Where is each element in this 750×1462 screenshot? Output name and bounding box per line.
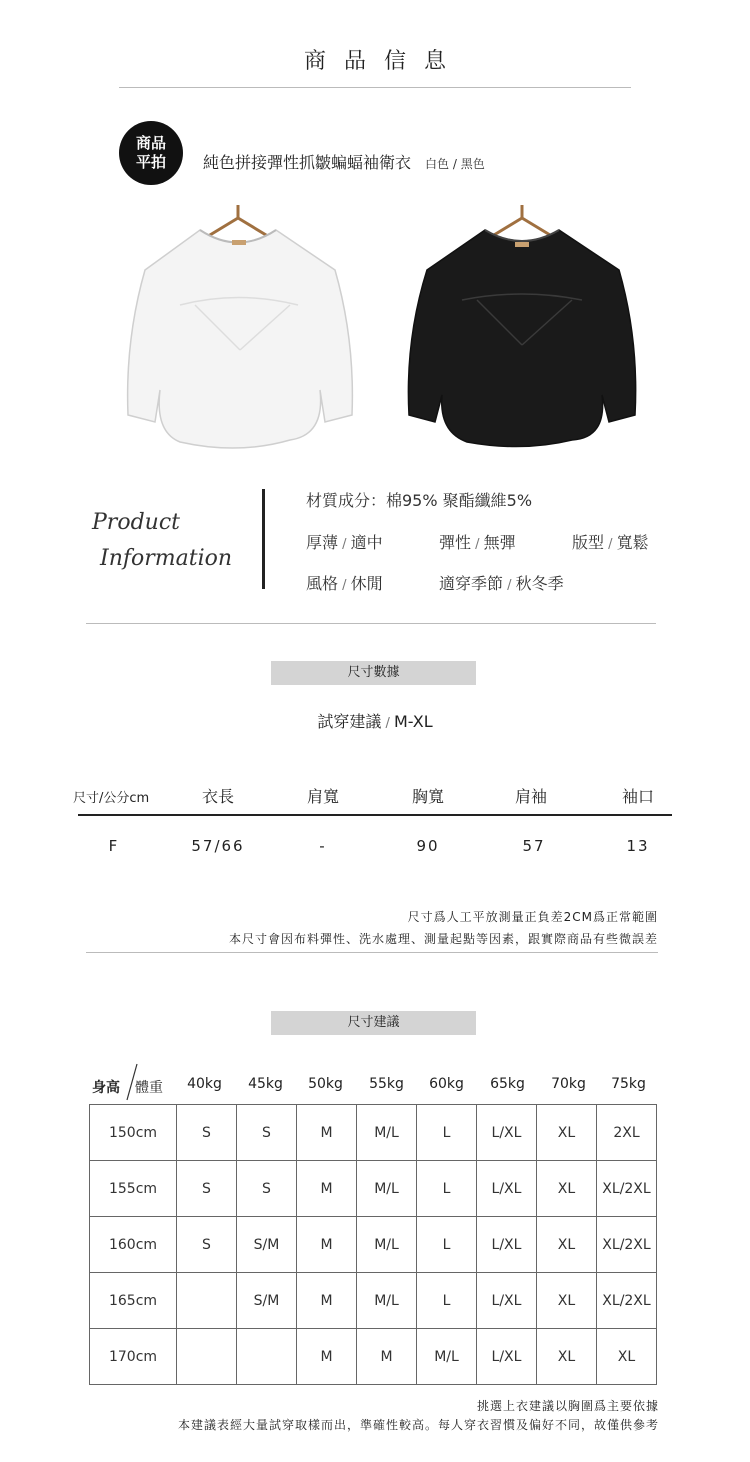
table-cell: XL/2XL [597,1217,657,1273]
divider [86,952,658,953]
style-label: 風格 [306,574,339,593]
table-cell: XL [537,1217,597,1273]
height-cell: 160cm [90,1217,177,1273]
size-col-header-unit: 尺寸/公分cm [73,791,150,806]
product-colors: 白色 / 黑色 [425,157,485,171]
table-cell: L/XL [477,1161,537,1217]
table-cell [237,1329,297,1385]
table-cell: M [357,1329,417,1385]
size-cell: 57 [522,837,546,855]
size-cell: - [319,837,327,855]
advice-note-1: 挑選上衣建議以胸圍爲主要依據 [476,1399,659,1413]
style-value: 休閒 [350,574,383,593]
table-cell: XL/2XL [597,1161,657,1217]
table-cell: S [237,1105,297,1161]
weight-header: 45kg [248,1076,283,1092]
corner-height: 身高 [92,1080,120,1096]
weight-header: 75kg [611,1076,646,1092]
suggest-label: 試穿建議 [317,712,382,731]
product-information-script [92,505,232,577]
table-cell: S/M [237,1273,297,1329]
try-on-suggestion: 試穿建議 / M-XL [317,712,433,731]
season-value: 秋冬季 [515,574,564,593]
script-line1: Product [92,510,180,535]
table-cell: XL [537,1105,597,1161]
season-label: 適穿季節 [439,574,504,593]
thickness-attr: 厚薄 / 適中 [306,533,383,552]
size-cell: 90 [416,837,440,855]
product-name: 純色拼接彈性抓皺蝙蝠袖衛衣 [203,153,412,172]
size-col-header: 肩袖 [514,787,547,806]
table-cell: L [417,1105,477,1161]
weight-header: 60kg [429,1076,464,1092]
table-cell [177,1273,237,1329]
height-cell: 165cm [90,1273,177,1329]
table-cell: M/L [417,1329,477,1385]
corner-weight: 體重 [135,1080,163,1096]
table-cell: M/L [357,1273,417,1329]
table-cell: 2XL [597,1105,657,1161]
divider [86,623,656,624]
product-name-row [203,150,485,173]
script-line2: Information [100,546,233,571]
divider [119,87,631,88]
table-cell: S [177,1105,237,1161]
table-cell: L/XL [477,1105,537,1161]
table-cell: L/XL [477,1273,537,1329]
section-title: 商品信息 [303,49,464,74]
table-cell: M/L [357,1161,417,1217]
elastic-label: 彈性 [439,533,472,552]
size-note-2: 本尺寸會因布料彈性、洗水處理、測量起點等因素，跟實際商品有些微誤差 [228,932,658,946]
table-cell: S/M [237,1217,297,1273]
season-attr: 適穿季節 / 秋冬季 [439,574,564,593]
table-cell: L [417,1273,477,1329]
table-cell: L/XL [477,1217,537,1273]
table-cell: M [297,1273,357,1329]
style-attr: 風格 / 休閒 [306,574,383,593]
height-cell: 155cm [90,1161,177,1217]
table-cell: L [417,1161,477,1217]
material-text: 材質成分：棉95% 聚酯纖維5% [306,491,533,510]
size-col-header: 衣長 [201,787,234,806]
table-cell: S [177,1161,237,1217]
table-cell: XL [537,1273,597,1329]
table-cell: XL/2XL [597,1273,657,1329]
table-cell: XL [537,1329,597,1385]
size-cell: 57/66 [191,837,245,855]
table-row [90,1105,657,1161]
weight-header: 50kg [308,1076,343,1092]
table-cell: S [237,1161,297,1217]
weight-header: 55kg [369,1076,404,1092]
size-col-header: 袖口 [621,787,654,806]
table-cell: XL [597,1329,657,1385]
white-shirt-image [120,200,360,465]
table-cell: M [297,1161,357,1217]
table-cell [177,1329,237,1385]
thickness-value: 適中 [350,533,383,552]
table-row [90,1273,657,1329]
table-cell: M/L [357,1217,417,1273]
size-table-rule [78,814,672,816]
elastic-attr: 彈性 / 無彈 [439,533,516,552]
fit-attr: 版型 / 寬鬆 [572,533,649,552]
black-shirt-image [397,200,642,465]
table-cell: L [417,1217,477,1273]
thickness-label: 厚薄 [306,533,339,552]
table-row [90,1217,657,1273]
table-cell: M [297,1217,357,1273]
elastic-value: 無彈 [483,533,516,552]
advice-note-2: 本建議表經大量試穿取樣而出，準確性較高。每人穿衣習慣及偏好不同，故僅供參考 [177,1418,659,1432]
size-col-header: 胸寬 [411,787,444,806]
size-note-1: 尺寸爲人工平放測量正負差2CM爲正常範圍 [407,910,658,924]
size-cell: 13 [626,837,650,855]
height-cell: 170cm [90,1329,177,1385]
suggest-value: M-XL [394,712,433,731]
size-advice-pill: 尺寸建議 [271,1011,476,1035]
table-cell: M/L [357,1105,417,1161]
badge-line2: 平拍 [135,153,166,171]
table-cell: L/XL [477,1329,537,1385]
height-cell: 150cm [90,1105,177,1161]
info-divider-bar [262,489,265,589]
badge-line1: 商品 [135,134,166,152]
table-row [90,1161,657,1217]
table-cell: M [297,1105,357,1161]
size-cell: F [108,837,120,855]
size-data-pill: 尺寸數據 [271,661,476,685]
weight-header: 65kg [490,1076,525,1092]
table-row [90,1329,657,1385]
size-advice-table [89,1104,657,1385]
fit-value: 寬鬆 [616,533,649,552]
table-cell: S [177,1217,237,1273]
weight-header: 70kg [551,1076,586,1092]
table-cell: XL [537,1161,597,1217]
size-col-header: 肩寬 [306,787,339,806]
fit-label: 版型 [572,533,605,552]
table-cell: M [297,1329,357,1385]
weight-header: 40kg [187,1076,222,1092]
flat-shot-badge [119,121,183,185]
